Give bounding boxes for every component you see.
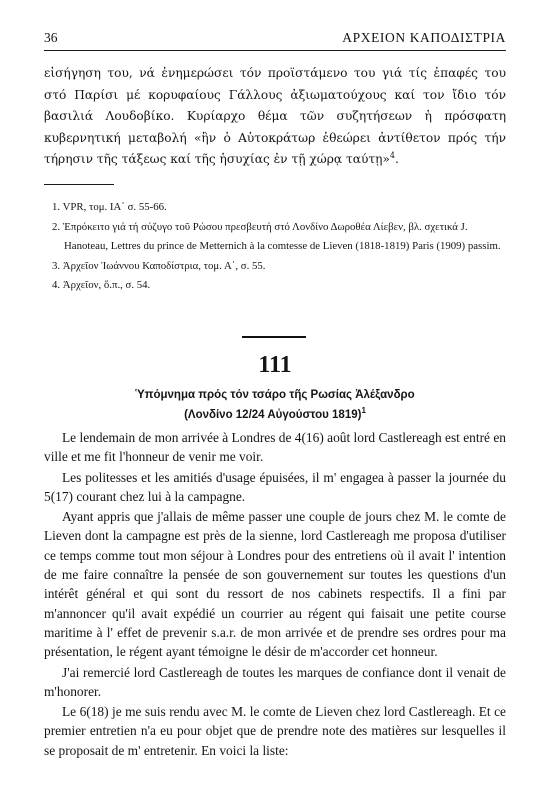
running-header [44,30,506,50]
body-paragraph: Les politesses et les amitiés d'usage épuisées, il m' engagea à passer la journée du 5(17) courant chez lui à la campagne. [44,469,506,504]
document-body [44,428,506,761]
document-number: 111 [258,352,292,378]
header-rule [44,50,506,51]
body-paragraph: Le lendemain de mon arrivée à Londres de 4(16) août lord Castlereagh est entré en ville et me fit l'honneur de venir me voir. [44,430,506,465]
footnote-rule [44,184,114,185]
date-footnote-ref: 1 [361,406,366,416]
footnote-2: 2. Ἐπρόκειτο γιά τή σύζυγο τοῦ Ρώσου πρεσβευτή στό Λονδίνο Δωροθέα Λίεβεν, βλ. σχετικά J. Hanoteau, Lettres du prince de Metternich à la comtesse de Lieven (1818-1819) Paris (1909) passim. [52,220,501,252]
section-separator [242,336,306,338]
body-paragraph: Le 6(18) je me suis rendu avec M. le comte de Lieven chez lord Castlereagh. Et ce premier entretien n'a eu pour objet que de prendre note des matières sur lesquelles il se proposait de m' entretenir. En voici la liste: [44,704,506,758]
footnote-3: 3. Ἀρχεῖον Ἰωάννου Καποδίστρια, τομ. Α΄, σ. 55. [52,259,266,272]
footnote-4: 4. Ἀρχεῖον, ὅ.π., σ. 54. [52,279,151,291]
footnote-1: 1. VPR, τομ. ΙΑ΄ σ. 55-66. [52,201,167,213]
document-date: (Λονδίνο 12/24 Αὐγούστου 1819) [184,409,362,421]
intro-paragraph: εἰσήγηση του, νά ἐνημερώσει τόν προϊστάμενο του γιά τίς ἐπαφές του στό Παρίσι μέ κορυφαίους Γάλλους ἀξιωματούχους καί τον ἴδιο τόν βασιλιά Λουδοβίκο. Κυρίαρχο θέμα τῶν συζητήσεων ἡ πρόσφατη κυβερνητική μεταβολή «ἣν ὁ Αὐτοκράτωρ ἐθεώρει ἀντίθετον πρός τήν τήρησιν τῆς τάξεως καί τῆς ἡσυχίας ἐν τῇ χώρᾳ ταύτῃ»$^4$. [44,66,506,166]
body-paragraph: J'ai remercié lord Castlereagh de toutes les marques de confiance dont il venait de m'honorer. [44,664,506,699]
document-heading [60,385,490,425]
intro-text: εἰσήγηση του, νά ἐνημερώσει τόν προϊστάμενο του γιά τίς ἐπαφές του στό Παρίσι μέ κορυφαίους Γάλλους ἀξιωματούχους καί τον ἴδιο τόν βασιλιά Λουδοβίκο. Κυρίαρχο θέμα τῶν συζητήσεων ἡ πρόσφατη κυβερνητική μεταβολή «ἣν ὁ Αὐτοκράτωρ ἐθεώρει ἀντίθετον πρός τήν τήρησιν τῆς τάξεως καί τῆς ἡσυχίας ἐν τῇ χώρᾳ ταύτῃ» [44,66,506,166]
running-title: ΑΡΧΕΙΟΝ ΚΑΠΟΔΙΣΤΡΙΑ [342,30,506,45]
body-paragraph: Ayant appris que j'allais de même passer une couple de jours chez M. le comte de Lieven dont la campagne est près de la sienne, lord Castlereagh me proposa d'utiliser ce temps comme tout mon séjour à Londres pour des entretiens où il avait l' intention de me faire connaître la pensée de son gouvernement sur toutes les questions d'un intérêt général et qui sont du ressort de nos cabinets respectifs. Il a fini par m'annoncer qu'il avait expédié un courrier au régent qui faisait une petite course maritime à l' effet de prevenir s.a.r. de mon arrivée et de prendre ses ordres pour ma présentation, le régent ayant témoigne le désir de m'accorder cet honneur. [44,509,506,660]
document-date-line [60,405,490,425]
document-title: Ὑπόμνημα πρός τόν τσάρο τῆς Ρωσίας Ἀλέξανδρο [135,389,415,401]
footnote-list [44,198,506,296]
intro-footnote-ref: 4 [389,150,395,160]
page-number: 36 [44,30,58,45]
